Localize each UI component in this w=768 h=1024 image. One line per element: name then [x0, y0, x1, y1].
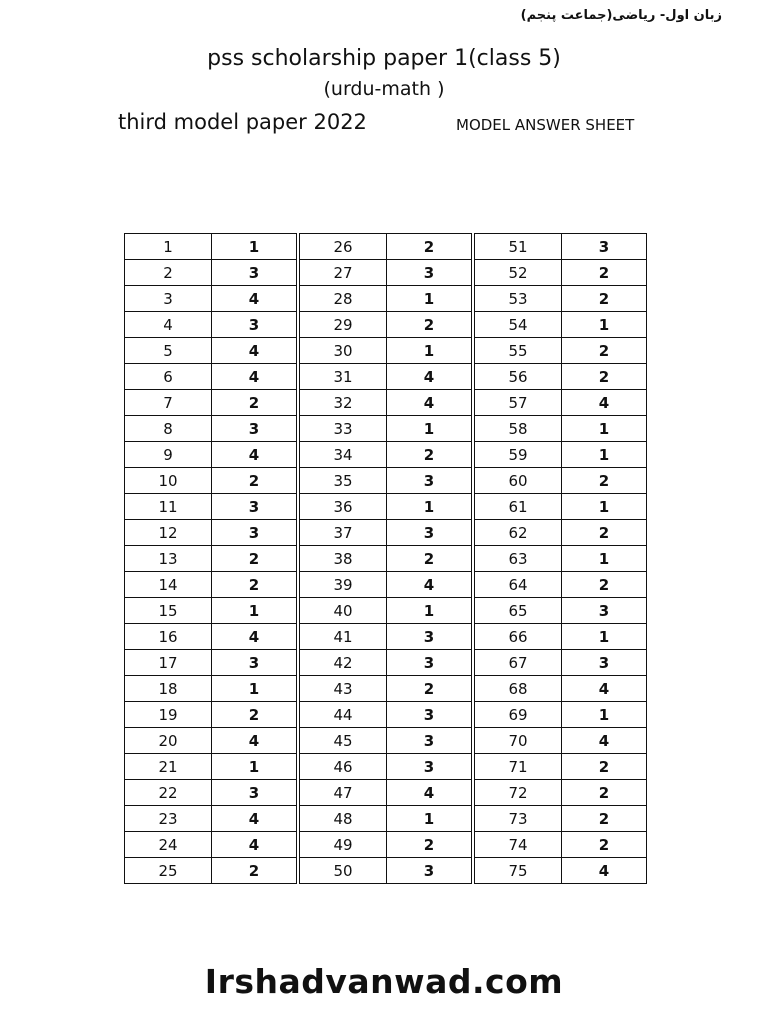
question-number-cell: 61	[473, 494, 562, 520]
question-number-cell: 55	[473, 338, 562, 364]
answer-cell: 2	[562, 338, 647, 364]
answer-cell: 3	[387, 468, 474, 494]
table-row	[125, 468, 647, 494]
question-number-cell: 51	[473, 234, 562, 260]
answer-cell: 3	[387, 520, 474, 546]
question-number-cell: 3	[125, 286, 212, 312]
question-number-cell: 67	[473, 650, 562, 676]
answer-cell: 1	[387, 598, 474, 624]
answer-cell: 4	[387, 780, 474, 806]
answer-cell: 1	[212, 234, 299, 260]
answer-cell: 2	[212, 390, 299, 416]
answer-cell: 3	[562, 598, 647, 624]
answer-cell: 1	[562, 546, 647, 572]
answer-cell: 1	[562, 494, 647, 520]
table-row	[125, 832, 647, 858]
answer-cell: 2	[212, 858, 299, 884]
table-row	[125, 780, 647, 806]
answer-cell: 3	[387, 858, 474, 884]
answer-cell: 2	[387, 312, 474, 338]
table-row	[125, 598, 647, 624]
answer-cell: 2	[387, 676, 474, 702]
question-number-cell: 57	[473, 390, 562, 416]
answer-cell: 2	[562, 364, 647, 390]
answer-cell: 4	[212, 728, 299, 754]
question-number-cell: 75	[473, 858, 562, 884]
question-number-cell: 56	[473, 364, 562, 390]
answer-cell: 2	[562, 286, 647, 312]
answer-cell: 2	[562, 832, 647, 858]
question-number-cell: 74	[473, 832, 562, 858]
answer-cell: 3	[212, 780, 299, 806]
question-number-cell: 36	[298, 494, 387, 520]
answer-cell: 1	[212, 754, 299, 780]
question-number-cell: 52	[473, 260, 562, 286]
question-number-cell: 41	[298, 624, 387, 650]
question-number-cell: 48	[298, 806, 387, 832]
answer-cell: 1	[387, 494, 474, 520]
table-row	[125, 494, 647, 520]
answer-cell: 1	[212, 676, 299, 702]
answer-cell: 3	[212, 416, 299, 442]
table-row	[125, 416, 647, 442]
question-number-cell: 59	[473, 442, 562, 468]
answer-cell: 4	[212, 806, 299, 832]
table-row	[125, 364, 647, 390]
question-number-cell: 30	[298, 338, 387, 364]
answer-cell: 1	[212, 598, 299, 624]
answer-cell: 4	[212, 832, 299, 858]
answer-cell: 4	[212, 364, 299, 390]
question-number-cell: 5	[125, 338, 212, 364]
question-number-cell: 47	[298, 780, 387, 806]
urdu-subject-heading: زبان اول- ریاضی(جماعت پنجم)	[520, 8, 722, 23]
question-number-cell: 69	[473, 702, 562, 728]
table-row	[125, 442, 647, 468]
answer-key-table	[124, 233, 647, 884]
answer-cell: 4	[562, 390, 647, 416]
question-number-cell: 33	[298, 416, 387, 442]
answer-cell: 3	[212, 494, 299, 520]
question-number-cell: 2	[125, 260, 212, 286]
question-number-cell: 62	[473, 520, 562, 546]
answer-cell: 4	[212, 624, 299, 650]
question-number-cell: 38	[298, 546, 387, 572]
question-number-cell: 39	[298, 572, 387, 598]
question-number-cell: 63	[473, 546, 562, 572]
answer-cell: 4	[562, 676, 647, 702]
question-number-cell: 23	[125, 806, 212, 832]
question-number-cell: 20	[125, 728, 212, 754]
table-row	[125, 520, 647, 546]
website-footer[interactable]: Irshadvanwad.com	[204, 962, 564, 1001]
answer-cell: 4	[562, 728, 647, 754]
answer-cell: 1	[387, 286, 474, 312]
question-number-cell: 40	[298, 598, 387, 624]
answer-cell: 3	[562, 650, 647, 676]
question-number-cell: 60	[473, 468, 562, 494]
question-number-cell: 32	[298, 390, 387, 416]
answer-cell: 3	[212, 520, 299, 546]
answer-cell: 1	[562, 416, 647, 442]
question-number-cell: 71	[473, 754, 562, 780]
answer-cell: 3	[212, 312, 299, 338]
question-number-cell: 22	[125, 780, 212, 806]
answer-cell: 4	[387, 364, 474, 390]
table-row	[125, 312, 647, 338]
question-number-cell: 54	[473, 312, 562, 338]
answer-cell: 4	[212, 338, 299, 364]
answer-cell: 2	[387, 832, 474, 858]
answer-cell: 2	[562, 468, 647, 494]
answer-cell: 1	[562, 312, 647, 338]
answer-key-body	[125, 234, 647, 884]
question-number-cell: 70	[473, 728, 562, 754]
table-row	[125, 676, 647, 702]
table-row	[125, 650, 647, 676]
question-number-cell: 43	[298, 676, 387, 702]
question-number-cell: 28	[298, 286, 387, 312]
table-row	[125, 754, 647, 780]
question-number-cell: 45	[298, 728, 387, 754]
answer-cell: 4	[212, 442, 299, 468]
question-number-cell: 11	[125, 494, 212, 520]
question-number-cell: 18	[125, 676, 212, 702]
question-number-cell: 15	[125, 598, 212, 624]
question-number-cell: 1	[125, 234, 212, 260]
question-number-cell: 44	[298, 702, 387, 728]
answer-cell: 1	[562, 702, 647, 728]
question-number-cell: 34	[298, 442, 387, 468]
answer-cell: 3	[387, 650, 474, 676]
question-number-cell: 24	[125, 832, 212, 858]
answer-cell: 2	[212, 702, 299, 728]
answer-cell: 2	[387, 234, 474, 260]
question-number-cell: 68	[473, 676, 562, 702]
table-row	[125, 338, 647, 364]
answer-cell: 2	[562, 520, 647, 546]
answer-cell: 4	[387, 390, 474, 416]
table-row	[125, 624, 647, 650]
question-number-cell: 25	[125, 858, 212, 884]
question-number-cell: 27	[298, 260, 387, 286]
question-number-cell: 9	[125, 442, 212, 468]
answer-sheet-label: MODEL ANSWER SHEET	[456, 116, 635, 134]
question-number-cell: 14	[125, 572, 212, 598]
question-number-cell: 64	[473, 572, 562, 598]
table-row	[125, 234, 647, 260]
table-row	[125, 728, 647, 754]
question-number-cell: 50	[298, 858, 387, 884]
question-number-cell: 7	[125, 390, 212, 416]
answer-cell: 2	[212, 468, 299, 494]
question-number-cell: 42	[298, 650, 387, 676]
answer-cell: 2	[562, 754, 647, 780]
question-number-cell: 37	[298, 520, 387, 546]
answer-cell: 4	[212, 286, 299, 312]
question-number-cell: 72	[473, 780, 562, 806]
answer-cell: 3	[387, 754, 474, 780]
question-number-cell: 4	[125, 312, 212, 338]
answer-cell: 1	[562, 624, 647, 650]
answer-cell: 1	[562, 442, 647, 468]
question-number-cell: 21	[125, 754, 212, 780]
question-number-cell: 49	[298, 832, 387, 858]
answer-cell: 2	[562, 260, 647, 286]
answer-cell: 3	[212, 650, 299, 676]
answer-cell: 1	[387, 806, 474, 832]
answer-cell: 2	[212, 546, 299, 572]
answer-cell: 2	[562, 806, 647, 832]
paper-title: pss scholarship paper 1(class 5)	[207, 46, 561, 71]
answer-cell: 4	[562, 858, 647, 884]
answer-cell: 4	[387, 572, 474, 598]
table-row	[125, 702, 647, 728]
answer-cell: 3	[212, 260, 299, 286]
question-number-cell: 26	[298, 234, 387, 260]
question-number-cell: 10	[125, 468, 212, 494]
answer-cell: 3	[387, 624, 474, 650]
question-number-cell: 65	[473, 598, 562, 624]
question-number-cell: 31	[298, 364, 387, 390]
model-paper-label: third model paper 2022	[118, 110, 367, 134]
table-row	[125, 858, 647, 884]
table-row	[125, 390, 647, 416]
answer-cell: 2	[387, 546, 474, 572]
question-number-cell: 73	[473, 806, 562, 832]
answer-cell: 2	[387, 442, 474, 468]
answer-cell: 2	[212, 572, 299, 598]
question-number-cell: 12	[125, 520, 212, 546]
question-number-cell: 19	[125, 702, 212, 728]
answer-cell: 3	[387, 728, 474, 754]
answer-cell: 3	[387, 702, 474, 728]
question-number-cell: 6	[125, 364, 212, 390]
question-number-cell: 35	[298, 468, 387, 494]
table-row	[125, 572, 647, 598]
answer-cell: 2	[562, 780, 647, 806]
question-number-cell: 29	[298, 312, 387, 338]
paper-subtitle: (urdu-math )	[323, 78, 445, 100]
question-number-cell: 16	[125, 624, 212, 650]
answer-cell: 3	[387, 260, 474, 286]
question-number-cell: 8	[125, 416, 212, 442]
answer-cell: 1	[387, 416, 474, 442]
question-number-cell: 53	[473, 286, 562, 312]
question-number-cell: 58	[473, 416, 562, 442]
question-number-cell: 13	[125, 546, 212, 572]
question-number-cell: 46	[298, 754, 387, 780]
answer-cell: 1	[387, 338, 474, 364]
question-number-cell: 17	[125, 650, 212, 676]
table-row	[125, 806, 647, 832]
table-row	[125, 260, 647, 286]
answer-cell: 3	[562, 234, 647, 260]
table-row	[125, 286, 647, 312]
answer-cell: 2	[562, 572, 647, 598]
table-row	[125, 546, 647, 572]
question-number-cell: 66	[473, 624, 562, 650]
